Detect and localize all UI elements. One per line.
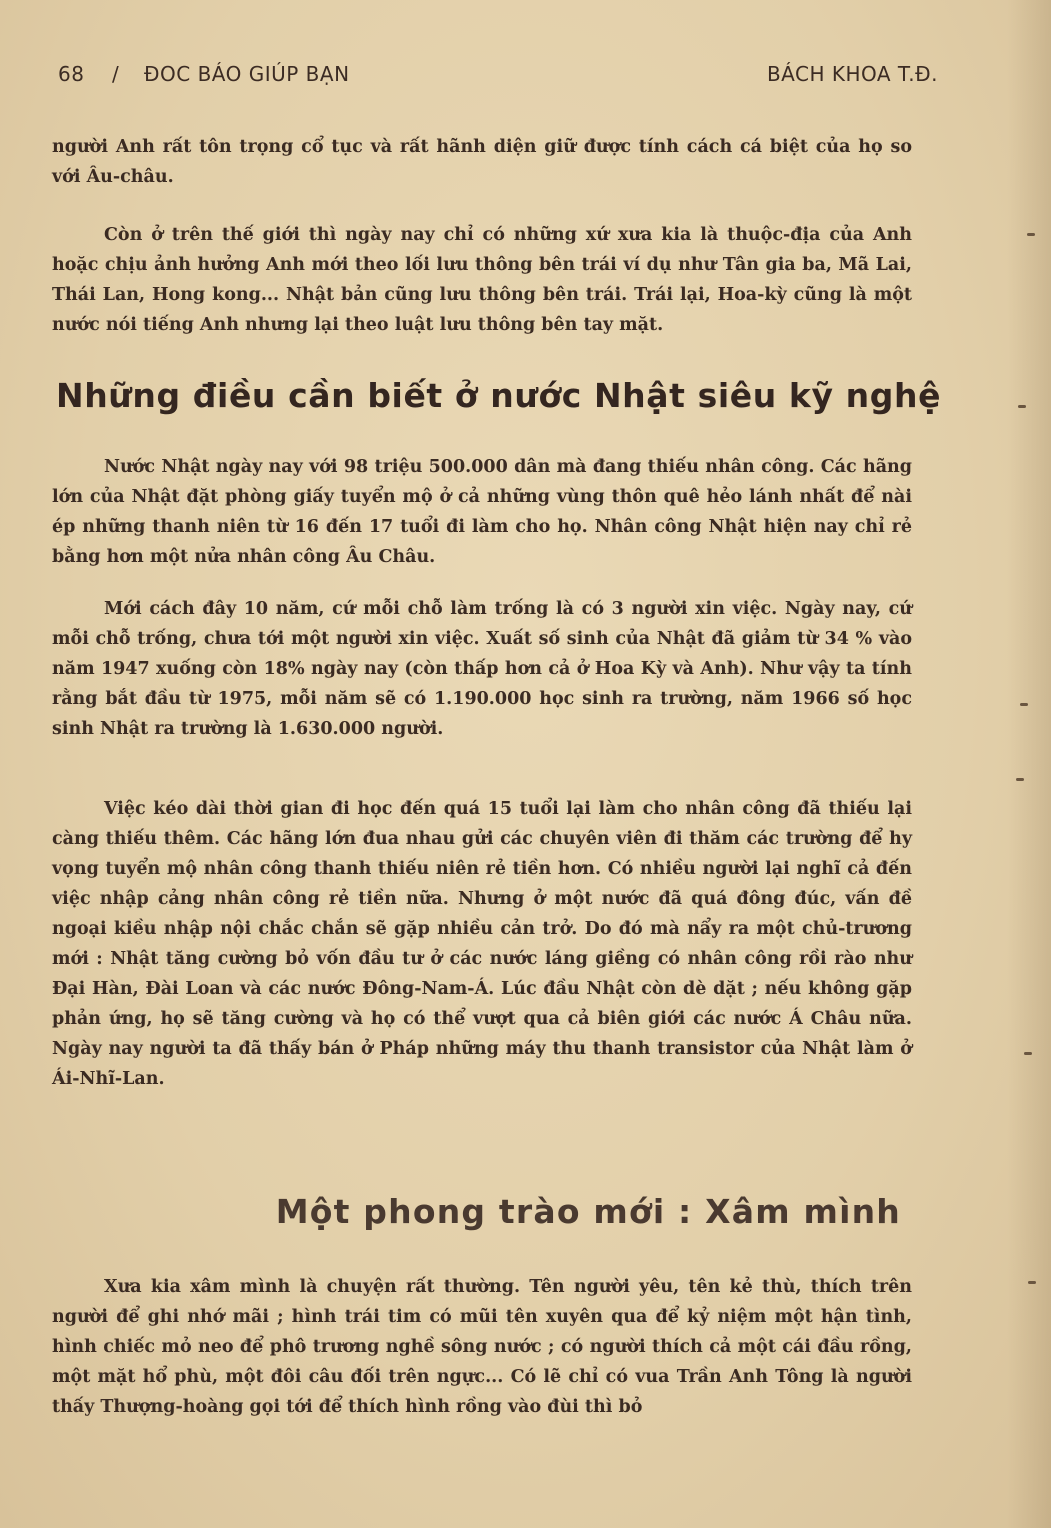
running-header <box>58 62 938 96</box>
article-heading-japan: Những điều cần biết ở nước Nhật siêu kỹ nghệ <box>56 376 942 415</box>
margin-mark <box>1020 703 1028 706</box>
section-title: ĐOC BÁO GIÚP BẠN <box>144 62 350 86</box>
article-heading-tattoo: Một phong trào mới : Xâm mình <box>275 1192 901 1231</box>
margin-mark <box>1028 1281 1036 1284</box>
margin-mark <box>1024 1052 1032 1055</box>
intro-paragraph-continued: người Anh rất tôn trọng cổ tục và rất hãnh diện giữ được tính cách cá biệt của họ so với Âu-châu. <box>52 137 912 187</box>
publication-name: BÁCH KHOA T.Đ. <box>766 62 938 86</box>
article1-paragraph-1: Nước Nhật ngày nay với 98 triệu 500.000 dân mà đang thiếu nhân công. Các hãng lớn của Nhật đặt phòng giấy tuyển mộ ở cả những vùng thôn quê hẻo lánh nhất để nài ép những thanh niên từ 16 đến 17 tuổi đi làm cho họ. Nhân công Nhật hiện nay chỉ rẻ bằng hơn một nửa nhân công Âu Châu. <box>52 457 912 567</box>
page-number: 68 <box>58 62 85 86</box>
page-edge-shadow <box>1007 0 1051 1528</box>
article1-paragraph-2: Mới cách đây 10 năm, cứ mỗi chỗ làm trống là có 3 người xin việc. Ngày nay, cứ mỗi chỗ trống, chưa tới một người xin việc. Xuất số sinh của Nhật đã giảm từ 34 % vào năm 1947 xuống còn 18% ngày nay (còn thấp hơn cả ở Hoa Kỳ và Anh). Như vậy ta tính rằng bắt đầu từ 1975, mỗi năm sẽ có 1.190.000 học sinh ra trường, năm 1966 số học sinh Nhật ra trường là 1.630.000 người. <box>52 599 912 739</box>
intro-paragraph-traffic: Còn ở trên thế giới thì ngày nay chỉ có những xứ xưa kia là thuộc-địa của Anh hoặc chịu ảnh hưởng Anh mới theo lối lưu thông bên trái ví dụ như Tân gia ba, Mã Lai, Thái Lan, Hong kong... Nhật bản cũng lưu thông bên trái. Trái lại, Hoa-kỳ cũng là một nước nói tiếng Anh nhưng lại theo luật lưu thông bên tay mặt. <box>52 225 912 335</box>
header-separator: / <box>112 62 120 86</box>
margin-mark <box>1016 778 1024 781</box>
margin-mark <box>1018 405 1026 408</box>
article1-paragraph-3: Việc kéo dài thời gian đi học đến quá 15 tuổi lại làm cho nhân công đã thiếu lại càng thiếu thêm. Các hãng lớn đua nhau gửi các chuyên viên đi thăm các trường để hy vọng tuyển mộ nhân công thanh thiếu niên rẻ tiền hơn. Có nhiều người lại nghĩ cả đến việc nhập cảng nhân công rẻ tiền nữa. Nhưng ở một nước đã quá đông đúc, vấn đề ngoại kiều nhập nội chắc chắn sẽ gặp nhiều cản trở. Do đó mà nẩy ra một chủ-trương mới : Nhật tăng cường bỏ vốn đầu tư ở các nước láng giềng có nhân công rồi rào như Đại Hàn, Đài Loan và các nước Đông-Nam-Á. Lúc đầu Nhật còn dè dặt ; nếu không gặp phản ứng, họ sẽ tăng cường và họ có thể vượt qua cả biên giới các nước Á Châu nữa. Ngày nay người ta đã thấy bán ở Pháp những máy thu thanh transistor của Nhật làm ở Ái-Nhĩ-Lan. <box>52 799 912 1089</box>
margin-mark <box>1027 233 1035 236</box>
article2-paragraph-1: Xưa kia xâm mình là chuyện rất thường. Tên người yêu, tên kẻ thù, thích trên người để ghi nhớ mãi ; hình trái tim có mũi tên xuyên qua để kỷ niệm một hận tình, hình chiếc mỏ neo để phô trương nghề sông nước ; có người thích cả một cái đầu rồng, một mặt hổ phù, một đôi câu đối trên ngực... Có lẽ chỉ có vua Trần Anh Tông là người thấy Thượng-hoàng gọi tới để thích hình rồng vào đùi thì bỏ <box>52 1277 912 1417</box>
